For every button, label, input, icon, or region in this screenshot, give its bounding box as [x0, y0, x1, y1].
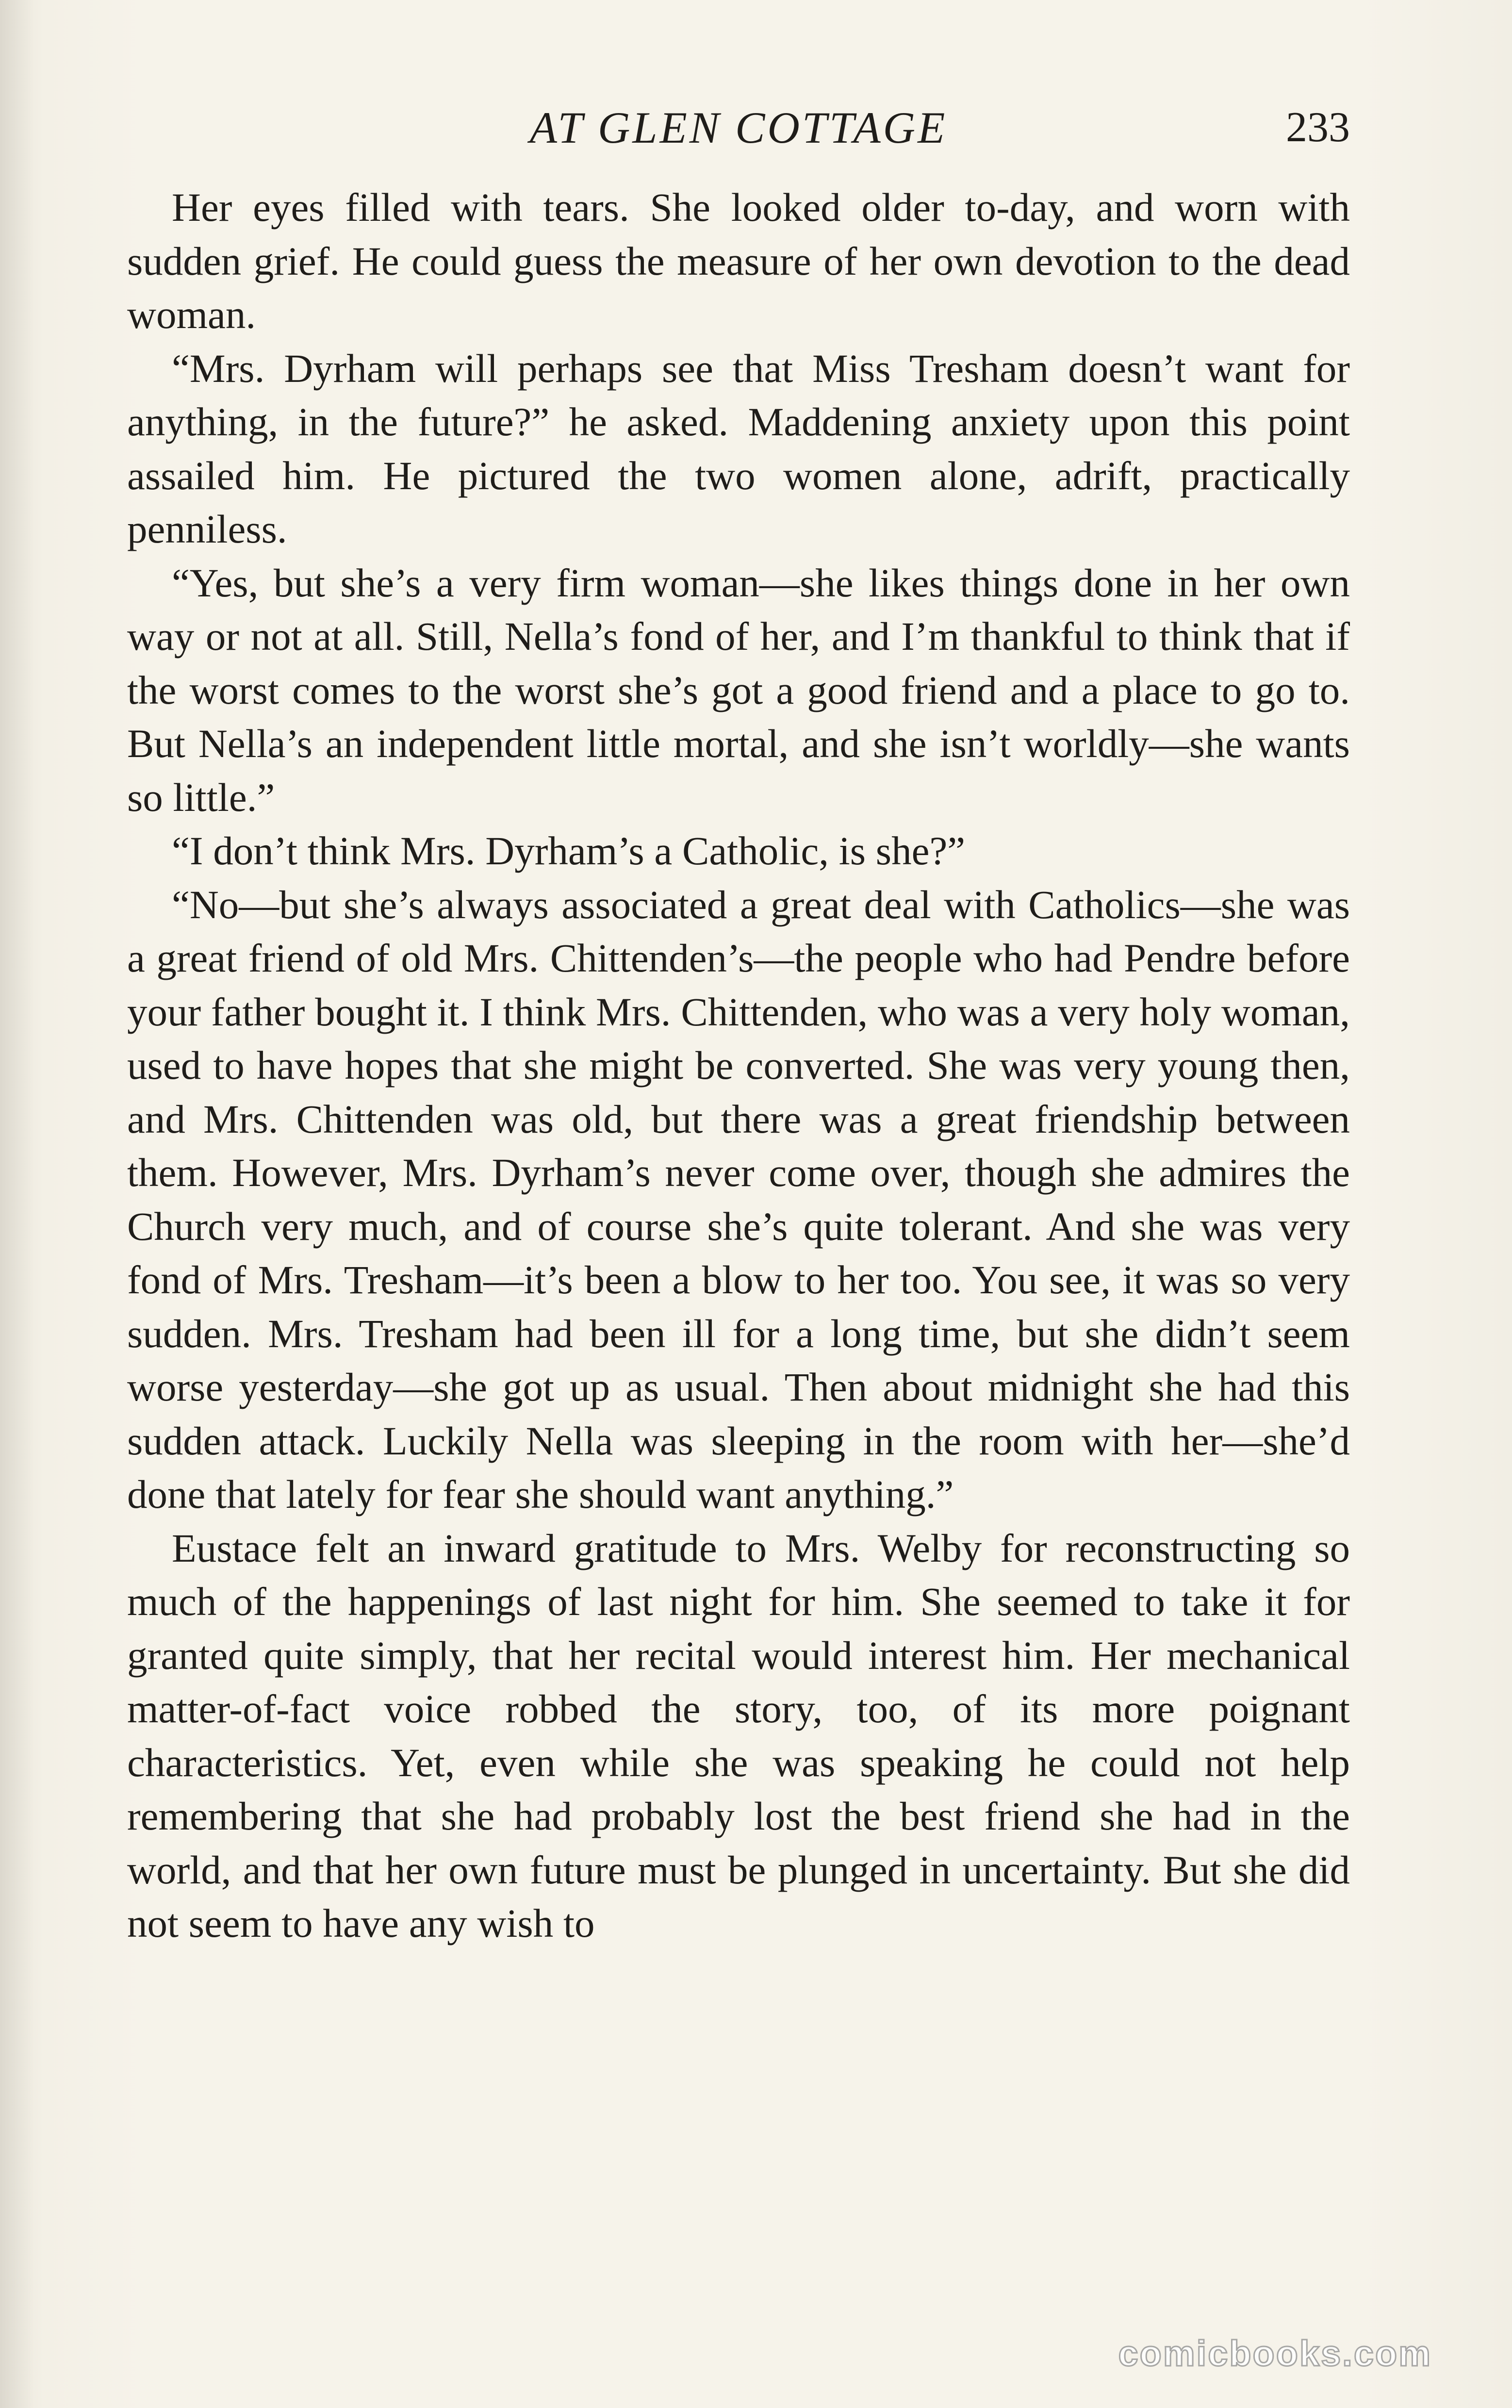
- paragraph: Eustace felt an inward gratitude to Mrs. Welby for reconstructing so much of the happenings of last night for him. She seemed to take it for granted quite simply, that her recital would interest him. Her mechanical matter-of-fact voice robbed the story, too, of its more poignant characteristics. Yet, even while she was speaking he could not help remembering that she had probably lost the best friend she had in the world, and that her own future must be plunged in uncertainty. But she did not seem to have any wish to: [127, 1525, 1350, 1946]
- page-number: 233: [1286, 104, 1350, 151]
- running-head: [127, 96, 1350, 159]
- watermark-logo: comicbooks.com: [1118, 2333, 1432, 2374]
- paragraph: “I don’t think Mrs. Dyrham’s a Catholic, is she?”: [172, 828, 966, 873]
- binding-shadow: [0, 0, 34, 2408]
- body-text: [127, 181, 1350, 1950]
- paragraph: Her eyes filled with tears. She looked older to-day, and worn with sudden grief. He could guess the measure of her own devotion to the dead woman.: [127, 185, 1350, 337]
- paragraph: “No—but she’s always associated a great deal with Catholics—she was a great friend of old Mrs. Chittenden’s—the people who had Pendre before your father bought it. I think Mrs. Chittenden, who was a very holy woman, used to have hopes that she might be converted. She was very young then, and Mrs. Chittenden was old, but there was a great friendship between them. However, Mrs. Dyrham’s never come over, though she admires the Church very much, and of course she’s quite tolerant. And she was very fond of Mrs. Tresham—it’s been a blow to her too. You see, it was so very sudden. Mrs. Tresham had been ill for a long time, but she didn’t seem worse yesterday—she got up as usual. Then about midnight she had this sudden attack. Luckily Nella was sleeping in the room with her—she’d done that lately for fear she should want anything.”: [127, 882, 1350, 1517]
- paragraph: “Mrs. Dyrham will perhaps see that Miss Tresham doesn’t want for anything, in the future?” he asked. Maddening anxiety upon this point assailed him. He pictured the two women alone, adrift, practically penniless.: [127, 346, 1350, 551]
- running-title: AT GLEN COTTAGE: [529, 103, 948, 152]
- paragraph: “Yes, but she’s a very firm woman—she likes things done in her own way or not at all. Still, Nella’s fond of her, and I’m thankful to think that if the worst comes to the worst she’s got a good friend and a place to go to. But Nella’s an independent little mortal, and she isn’t worldly—she wants so little.”: [127, 560, 1350, 820]
